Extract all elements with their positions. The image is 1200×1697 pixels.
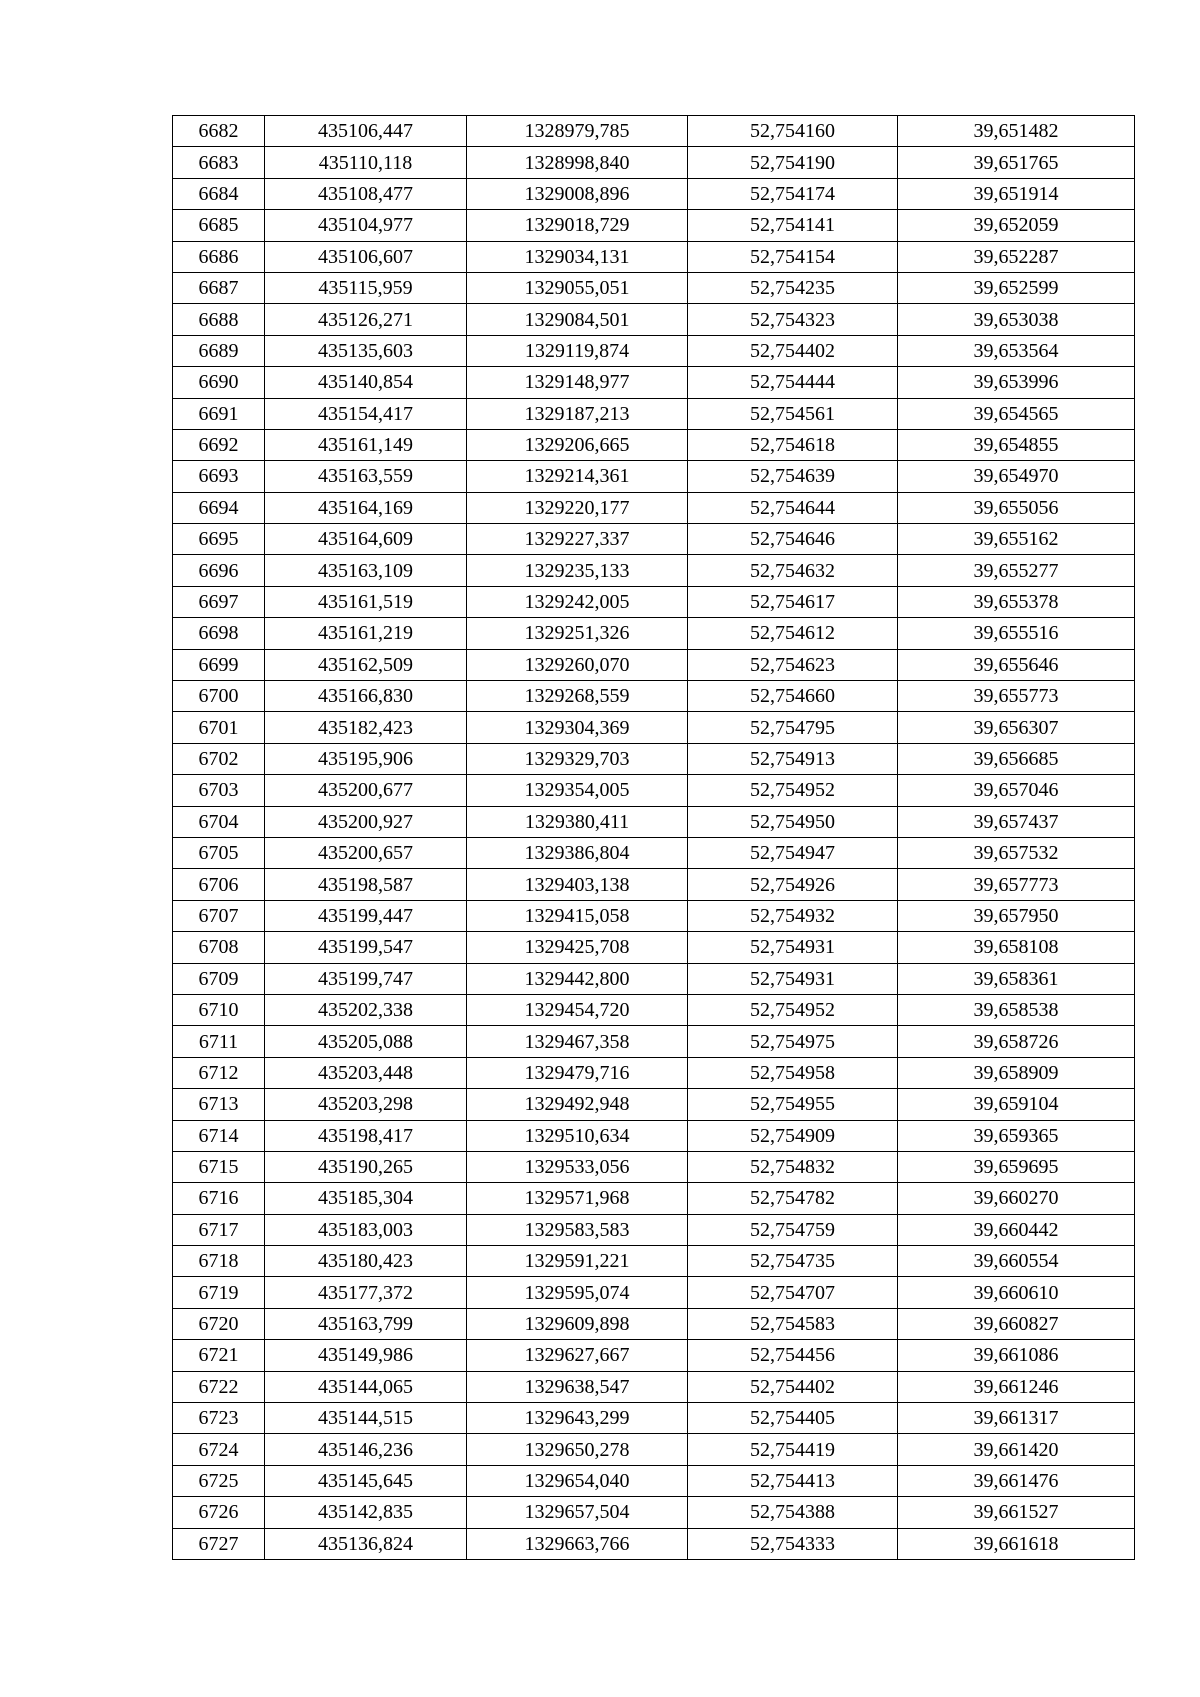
- coordinates-table: [172, 115, 1135, 1560]
- longitude-cell: 39,660610: [898, 1277, 1135, 1308]
- x-coordinate-cell: 435135,603: [265, 335, 467, 366]
- y-coordinate-cell: 1329492,948: [467, 1089, 688, 1120]
- longitude-cell: 39,661317: [898, 1403, 1135, 1434]
- longitude-cell: 39,658538: [898, 994, 1135, 1025]
- table-row: [173, 335, 1135, 366]
- table-row: [173, 398, 1135, 429]
- table-row: [173, 994, 1135, 1025]
- y-coordinate-cell: 1329268,559: [467, 681, 688, 712]
- x-coordinate-cell: 435163,109: [265, 555, 467, 586]
- table-row: [173, 1183, 1135, 1214]
- x-coordinate-cell: 435180,423: [265, 1246, 467, 1277]
- latitude-cell: 52,754955: [688, 1089, 898, 1120]
- x-coordinate-cell: 435199,447: [265, 900, 467, 931]
- point-number-cell: 6701: [173, 712, 265, 743]
- y-coordinate-cell: 1329227,337: [467, 524, 688, 555]
- latitude-cell: 52,754632: [688, 555, 898, 586]
- coordinates-table-body: [173, 116, 1135, 1560]
- table-row: [173, 1528, 1135, 1559]
- table-row: [173, 1151, 1135, 1182]
- x-coordinate-cell: 435203,298: [265, 1089, 467, 1120]
- longitude-cell: 39,651765: [898, 147, 1135, 178]
- x-coordinate-cell: 435110,118: [265, 147, 467, 178]
- x-coordinate-cell: 435144,515: [265, 1403, 467, 1434]
- point-number-cell: 6715: [173, 1151, 265, 1182]
- table-row: [173, 806, 1135, 837]
- longitude-cell: 39,658726: [898, 1026, 1135, 1057]
- point-number-cell: 6709: [173, 963, 265, 994]
- longitude-cell: 39,659104: [898, 1089, 1135, 1120]
- y-coordinate-cell: 1329415,058: [467, 900, 688, 931]
- longitude-cell: 39,657437: [898, 806, 1135, 837]
- longitude-cell: 39,654970: [898, 461, 1135, 492]
- x-coordinate-cell: 435182,423: [265, 712, 467, 743]
- latitude-cell: 52,754419: [688, 1434, 898, 1465]
- longitude-cell: 39,655162: [898, 524, 1135, 555]
- latitude-cell: 52,754190: [688, 147, 898, 178]
- latitude-cell: 52,754931: [688, 963, 898, 994]
- y-coordinate-cell: 1329627,667: [467, 1340, 688, 1371]
- longitude-cell: 39,653038: [898, 304, 1135, 335]
- longitude-cell: 39,655646: [898, 649, 1135, 680]
- latitude-cell: 52,754950: [688, 806, 898, 837]
- longitude-cell: 39,655277: [898, 555, 1135, 586]
- x-coordinate-cell: 435198,587: [265, 869, 467, 900]
- table-row: [173, 1057, 1135, 1088]
- y-coordinate-cell: 1329018,729: [467, 210, 688, 241]
- x-coordinate-cell: 435195,906: [265, 743, 467, 774]
- table-row: [173, 1214, 1135, 1245]
- point-number-cell: 6713: [173, 1089, 265, 1120]
- table-row: [173, 618, 1135, 649]
- latitude-cell: 52,754160: [688, 116, 898, 147]
- point-number-cell: 6727: [173, 1528, 265, 1559]
- longitude-cell: 39,661420: [898, 1434, 1135, 1465]
- latitude-cell: 52,754909: [688, 1120, 898, 1151]
- y-coordinate-cell: 1329510,634: [467, 1120, 688, 1151]
- table-row: [173, 1277, 1135, 1308]
- latitude-cell: 52,754617: [688, 586, 898, 617]
- point-number-cell: 6696: [173, 555, 265, 586]
- table-row: [173, 963, 1135, 994]
- table-row: [173, 1340, 1135, 1371]
- point-number-cell: 6726: [173, 1497, 265, 1528]
- longitude-cell: 39,656307: [898, 712, 1135, 743]
- latitude-cell: 52,754618: [688, 429, 898, 460]
- longitude-cell: 39,655773: [898, 681, 1135, 712]
- longitude-cell: 39,655056: [898, 492, 1135, 523]
- longitude-cell: 39,652059: [898, 210, 1135, 241]
- point-number-cell: 6703: [173, 775, 265, 806]
- latitude-cell: 52,754444: [688, 367, 898, 398]
- longitude-cell: 39,660442: [898, 1214, 1135, 1245]
- table-row: [173, 837, 1135, 868]
- longitude-cell: 39,653564: [898, 335, 1135, 366]
- x-coordinate-cell: 435198,417: [265, 1120, 467, 1151]
- latitude-cell: 52,754759: [688, 1214, 898, 1245]
- longitude-cell: 39,657532: [898, 837, 1135, 868]
- latitude-cell: 52,754174: [688, 178, 898, 209]
- y-coordinate-cell: 1329242,005: [467, 586, 688, 617]
- latitude-cell: 52,754612: [688, 618, 898, 649]
- longitude-cell: 39,658361: [898, 963, 1135, 994]
- longitude-cell: 39,651482: [898, 116, 1135, 147]
- latitude-cell: 52,754932: [688, 900, 898, 931]
- longitude-cell: 39,661246: [898, 1371, 1135, 1402]
- y-coordinate-cell: 1329609,898: [467, 1308, 688, 1339]
- table-row: [173, 586, 1135, 617]
- y-coordinate-cell: 1329442,800: [467, 963, 688, 994]
- latitude-cell: 52,754644: [688, 492, 898, 523]
- point-number-cell: 6683: [173, 147, 265, 178]
- latitude-cell: 52,754639: [688, 461, 898, 492]
- point-number-cell: 6711: [173, 1026, 265, 1057]
- table-row: [173, 649, 1135, 680]
- y-coordinate-cell: 1329220,177: [467, 492, 688, 523]
- latitude-cell: 52,754782: [688, 1183, 898, 1214]
- table-row: [173, 1246, 1135, 1277]
- point-number-cell: 6725: [173, 1465, 265, 1496]
- point-number-cell: 6714: [173, 1120, 265, 1151]
- x-coordinate-cell: 435183,003: [265, 1214, 467, 1245]
- table-row: [173, 241, 1135, 272]
- y-coordinate-cell: 1328998,840: [467, 147, 688, 178]
- latitude-cell: 52,754926: [688, 869, 898, 900]
- longitude-cell: 39,660554: [898, 1246, 1135, 1277]
- table-row: [173, 1371, 1135, 1402]
- longitude-cell: 39,661086: [898, 1340, 1135, 1371]
- y-coordinate-cell: 1329650,278: [467, 1434, 688, 1465]
- x-coordinate-cell: 435145,645: [265, 1465, 467, 1496]
- point-number-cell: 6717: [173, 1214, 265, 1245]
- table-row: [173, 367, 1135, 398]
- point-number-cell: 6708: [173, 932, 265, 963]
- point-number-cell: 6705: [173, 837, 265, 868]
- longitude-cell: 39,660827: [898, 1308, 1135, 1339]
- y-coordinate-cell: 1329380,411: [467, 806, 688, 837]
- table-row: [173, 461, 1135, 492]
- latitude-cell: 52,754707: [688, 1277, 898, 1308]
- table-row: [173, 1465, 1135, 1496]
- longitude-cell: 39,657773: [898, 869, 1135, 900]
- point-number-cell: 6721: [173, 1340, 265, 1371]
- latitude-cell: 52,754333: [688, 1528, 898, 1559]
- y-coordinate-cell: 1329571,968: [467, 1183, 688, 1214]
- longitude-cell: 39,658108: [898, 932, 1135, 963]
- latitude-cell: 52,754735: [688, 1246, 898, 1277]
- point-number-cell: 6690: [173, 367, 265, 398]
- table-row: [173, 1089, 1135, 1120]
- point-number-cell: 6706: [173, 869, 265, 900]
- table-row: [173, 1403, 1135, 1434]
- point-number-cell: 6694: [173, 492, 265, 523]
- table-row: [173, 932, 1135, 963]
- table-row: [173, 1497, 1135, 1528]
- longitude-cell: 39,655378: [898, 586, 1135, 617]
- point-number-cell: 6688: [173, 304, 265, 335]
- x-coordinate-cell: 435149,986: [265, 1340, 467, 1371]
- y-coordinate-cell: 1329403,138: [467, 869, 688, 900]
- latitude-cell: 52,754388: [688, 1497, 898, 1528]
- longitude-cell: 39,658909: [898, 1057, 1135, 1088]
- y-coordinate-cell: 1329034,131: [467, 241, 688, 272]
- latitude-cell: 52,754832: [688, 1151, 898, 1182]
- y-coordinate-cell: 1329663,766: [467, 1528, 688, 1559]
- x-coordinate-cell: 435199,747: [265, 963, 467, 994]
- x-coordinate-cell: 435126,271: [265, 304, 467, 335]
- x-coordinate-cell: 435177,372: [265, 1277, 467, 1308]
- point-number-cell: 6699: [173, 649, 265, 680]
- y-coordinate-cell: 1329425,708: [467, 932, 688, 963]
- longitude-cell: 39,651914: [898, 178, 1135, 209]
- point-number-cell: 6695: [173, 524, 265, 555]
- point-number-cell: 6720: [173, 1308, 265, 1339]
- table-row: [173, 116, 1135, 147]
- table-row: [173, 304, 1135, 335]
- y-coordinate-cell: 1329084,501: [467, 304, 688, 335]
- x-coordinate-cell: 435162,509: [265, 649, 467, 680]
- longitude-cell: 39,659365: [898, 1120, 1135, 1151]
- x-coordinate-cell: 435164,169: [265, 492, 467, 523]
- x-coordinate-cell: 435154,417: [265, 398, 467, 429]
- point-number-cell: 6692: [173, 429, 265, 460]
- y-coordinate-cell: 1329251,326: [467, 618, 688, 649]
- y-coordinate-cell: 1329454,720: [467, 994, 688, 1025]
- latitude-cell: 52,754646: [688, 524, 898, 555]
- latitude-cell: 52,754405: [688, 1403, 898, 1434]
- table-row: [173, 210, 1135, 241]
- x-coordinate-cell: 435140,854: [265, 367, 467, 398]
- table-row: [173, 492, 1135, 523]
- point-number-cell: 6707: [173, 900, 265, 931]
- y-coordinate-cell: 1329148,977: [467, 367, 688, 398]
- table-row: [173, 1120, 1135, 1151]
- longitude-cell: 39,661527: [898, 1497, 1135, 1528]
- x-coordinate-cell: 435166,830: [265, 681, 467, 712]
- y-coordinate-cell: 1329055,051: [467, 272, 688, 303]
- y-coordinate-cell: 1329657,504: [467, 1497, 688, 1528]
- longitude-cell: 39,654565: [898, 398, 1135, 429]
- x-coordinate-cell: 435205,088: [265, 1026, 467, 1057]
- longitude-cell: 39,655516: [898, 618, 1135, 649]
- x-coordinate-cell: 435161,149: [265, 429, 467, 460]
- point-number-cell: 6684: [173, 178, 265, 209]
- point-number-cell: 6693: [173, 461, 265, 492]
- point-number-cell: 6718: [173, 1246, 265, 1277]
- latitude-cell: 52,754952: [688, 994, 898, 1025]
- point-number-cell: 6697: [173, 586, 265, 617]
- longitude-cell: 39,656685: [898, 743, 1135, 774]
- table-row: [173, 681, 1135, 712]
- x-coordinate-cell: 435200,657: [265, 837, 467, 868]
- longitude-cell: 39,654855: [898, 429, 1135, 460]
- x-coordinate-cell: 435106,607: [265, 241, 467, 272]
- point-number-cell: 6691: [173, 398, 265, 429]
- y-coordinate-cell: 1329533,056: [467, 1151, 688, 1182]
- x-coordinate-cell: 435202,338: [265, 994, 467, 1025]
- y-coordinate-cell: 1329008,896: [467, 178, 688, 209]
- x-coordinate-cell: 435115,959: [265, 272, 467, 303]
- point-number-cell: 6686: [173, 241, 265, 272]
- latitude-cell: 52,754913: [688, 743, 898, 774]
- x-coordinate-cell: 435200,927: [265, 806, 467, 837]
- point-number-cell: 6682: [173, 116, 265, 147]
- longitude-cell: 39,652599: [898, 272, 1135, 303]
- x-coordinate-cell: 435203,448: [265, 1057, 467, 1088]
- x-coordinate-cell: 435163,799: [265, 1308, 467, 1339]
- longitude-cell: 39,661476: [898, 1465, 1135, 1496]
- latitude-cell: 52,754795: [688, 712, 898, 743]
- point-number-cell: 6722: [173, 1371, 265, 1402]
- point-number-cell: 6702: [173, 743, 265, 774]
- point-number-cell: 6700: [173, 681, 265, 712]
- y-coordinate-cell: 1329479,716: [467, 1057, 688, 1088]
- latitude-cell: 52,754402: [688, 335, 898, 366]
- y-coordinate-cell: 1329214,361: [467, 461, 688, 492]
- x-coordinate-cell: 435136,824: [265, 1528, 467, 1559]
- table-row: [173, 178, 1135, 209]
- table-row: [173, 524, 1135, 555]
- latitude-cell: 52,754623: [688, 649, 898, 680]
- point-number-cell: 6710: [173, 994, 265, 1025]
- latitude-cell: 52,754154: [688, 241, 898, 272]
- longitude-cell: 39,657950: [898, 900, 1135, 931]
- point-number-cell: 6724: [173, 1434, 265, 1465]
- x-coordinate-cell: 435146,236: [265, 1434, 467, 1465]
- latitude-cell: 52,754660: [688, 681, 898, 712]
- point-number-cell: 6716: [173, 1183, 265, 1214]
- y-coordinate-cell: 1329386,804: [467, 837, 688, 868]
- point-number-cell: 6704: [173, 806, 265, 837]
- x-coordinate-cell: 435106,447: [265, 116, 467, 147]
- y-coordinate-cell: 1329235,133: [467, 555, 688, 586]
- latitude-cell: 52,754561: [688, 398, 898, 429]
- table-row: [173, 743, 1135, 774]
- y-coordinate-cell: 1329187,213: [467, 398, 688, 429]
- y-coordinate-cell: 1329654,040: [467, 1465, 688, 1496]
- longitude-cell: 39,660270: [898, 1183, 1135, 1214]
- latitude-cell: 52,754952: [688, 775, 898, 806]
- point-number-cell: 6719: [173, 1277, 265, 1308]
- y-coordinate-cell: 1329206,665: [467, 429, 688, 460]
- table-row: [173, 900, 1135, 931]
- table-row: [173, 555, 1135, 586]
- x-coordinate-cell: 435190,265: [265, 1151, 467, 1182]
- longitude-cell: 39,661618: [898, 1528, 1135, 1559]
- table-row: [173, 1308, 1135, 1339]
- latitude-cell: 52,754975: [688, 1026, 898, 1057]
- point-number-cell: 6712: [173, 1057, 265, 1088]
- longitude-cell: 39,653996: [898, 367, 1135, 398]
- point-number-cell: 6687: [173, 272, 265, 303]
- x-coordinate-cell: 435199,547: [265, 932, 467, 963]
- longitude-cell: 39,652287: [898, 241, 1135, 272]
- x-coordinate-cell: 435104,977: [265, 210, 467, 241]
- point-number-cell: 6685: [173, 210, 265, 241]
- latitude-cell: 52,754583: [688, 1308, 898, 1339]
- x-coordinate-cell: 435200,677: [265, 775, 467, 806]
- table-row: [173, 429, 1135, 460]
- y-coordinate-cell: 1329329,703: [467, 743, 688, 774]
- x-coordinate-cell: 435161,219: [265, 618, 467, 649]
- x-coordinate-cell: 435163,559: [265, 461, 467, 492]
- table-row: [173, 147, 1135, 178]
- table-row: [173, 869, 1135, 900]
- latitude-cell: 52,754235: [688, 272, 898, 303]
- latitude-cell: 52,754323: [688, 304, 898, 335]
- latitude-cell: 52,754402: [688, 1371, 898, 1402]
- table-row: [173, 712, 1135, 743]
- latitude-cell: 52,754141: [688, 210, 898, 241]
- x-coordinate-cell: 435144,065: [265, 1371, 467, 1402]
- point-number-cell: 6698: [173, 618, 265, 649]
- table-row: [173, 1026, 1135, 1057]
- x-coordinate-cell: 435161,519: [265, 586, 467, 617]
- x-coordinate-cell: 435185,304: [265, 1183, 467, 1214]
- y-coordinate-cell: 1329304,369: [467, 712, 688, 743]
- table-row: [173, 272, 1135, 303]
- latitude-cell: 52,754958: [688, 1057, 898, 1088]
- y-coordinate-cell: 1329354,005: [467, 775, 688, 806]
- y-coordinate-cell: 1329119,874: [467, 335, 688, 366]
- latitude-cell: 52,754947: [688, 837, 898, 868]
- y-coordinate-cell: 1329583,583: [467, 1214, 688, 1245]
- longitude-cell: 39,659695: [898, 1151, 1135, 1182]
- y-coordinate-cell: 1329643,299: [467, 1403, 688, 1434]
- y-coordinate-cell: 1328979,785: [467, 116, 688, 147]
- x-coordinate-cell: 435108,477: [265, 178, 467, 209]
- y-coordinate-cell: 1329467,358: [467, 1026, 688, 1057]
- longitude-cell: 39,657046: [898, 775, 1135, 806]
- point-number-cell: 6723: [173, 1403, 265, 1434]
- y-coordinate-cell: 1329595,074: [467, 1277, 688, 1308]
- y-coordinate-cell: 1329638,547: [467, 1371, 688, 1402]
- latitude-cell: 52,754413: [688, 1465, 898, 1496]
- x-coordinate-cell: 435164,609: [265, 524, 467, 555]
- latitude-cell: 52,754456: [688, 1340, 898, 1371]
- table-row: [173, 1434, 1135, 1465]
- table-row: [173, 775, 1135, 806]
- y-coordinate-cell: 1329591,221: [467, 1246, 688, 1277]
- x-coordinate-cell: 435142,835: [265, 1497, 467, 1528]
- y-coordinate-cell: 1329260,070: [467, 649, 688, 680]
- point-number-cell: 6689: [173, 335, 265, 366]
- latitude-cell: 52,754931: [688, 932, 898, 963]
